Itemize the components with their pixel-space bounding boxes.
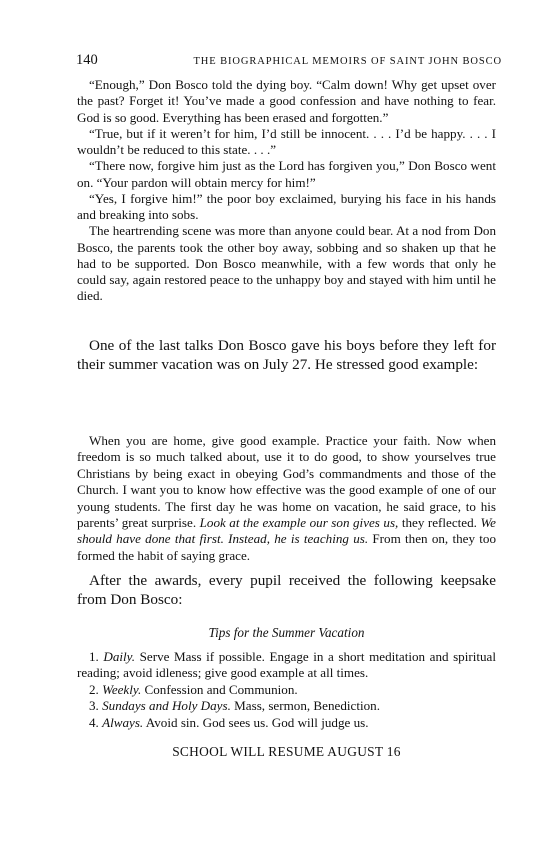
narrative-section — [77, 336, 496, 375]
list-item: 2. Weekly. Confession and Communion. — [89, 681, 298, 697]
paragraph: “There now, forgive him just as the Lord has forgiven you,” Don Bosco went on. “Your pardon will obtain mercy for him!” — [77, 158, 496, 190]
paragraph: One of the last talks Don Bosco gave his boys before they left for their summer vacation was on July 27. He stressed good example: — [77, 337, 496, 374]
paragraph: When you are home, give good example. Practice your faith. Now when freedom is so much talked about, use it to do good, to show yourselves true Christians by being exact in obeying God’s commandments and those of the Church. I want you to know how effective was the good example of one of our young students. The first day he was home on vacation, he said grace, to his parents’ great surprise. Look at the example our son gives us, they reflected. We should have done that first. Instead, he is teaching us. From then on, they too formed the habit of saying grace. — [77, 433, 496, 563]
page-header — [76, 52, 502, 69]
narrative-section — [77, 571, 496, 610]
paragraph: “Enough,” Don Bosco told the dying boy. “Calm down! Why get upset over the past? Forget it! You’ve made a good confession and have nothing to fear. God is so good. Everything has been erased and forgotten.” — [77, 77, 496, 125]
paragraph: “Yes, I forgive him!” the poor boy exclaimed, burying his face in his hands and breaking into sobs. — [77, 190, 496, 222]
running-title: THE BIOGRAPHICAL MEMOIRS OF SAINT JOHN BOSCO — [193, 56, 502, 67]
tips-list — [77, 649, 496, 731]
paragraph: “True, but if it weren’t for him, I’d still be innocent. . . . I’d be happy. . . . I wouldn’t be reduced to this state. . . .” — [77, 125, 496, 157]
list-item: 1. Daily. Serve Mass if possible. Engage in a short meditation and spiritual reading; avoid idleness; give good example at all times. — [77, 649, 497, 681]
paragraph: After the awards, every pupil received the following keepsake from Don Bosco: — [77, 572, 496, 609]
closing-notice: SCHOOL WILL RESUME AUGUST 16 — [172, 744, 401, 759]
paragraph: The heartrending scene was more than anyone could bear. At a nod from Don Bosco, the parents took the other boy away, sobbing and so shaken up that he had to be supported. Don Bosco meanwhile, with a few words that only he could say, again restored peace to the unhappy boy and stayed with him until he died. — [77, 223, 496, 304]
quoted-talk — [77, 433, 496, 564]
list-item: 4. Always. Avoid sin. God sees us. God will judge us. — [89, 714, 369, 730]
italic-quote: We should have done that first. Instead, he is teaching us. — [77, 515, 496, 547]
italic-quote: Look at the example our son gives us, — [199, 515, 399, 531]
list-item: 3. Sundays and Holy Days. Mass, sermon, Benediction. — [89, 698, 380, 714]
page-number: 140 — [76, 52, 98, 68]
tips-title: Tips for the Summer Vacation — [208, 625, 365, 640]
dialogue-section — [77, 77, 496, 305]
